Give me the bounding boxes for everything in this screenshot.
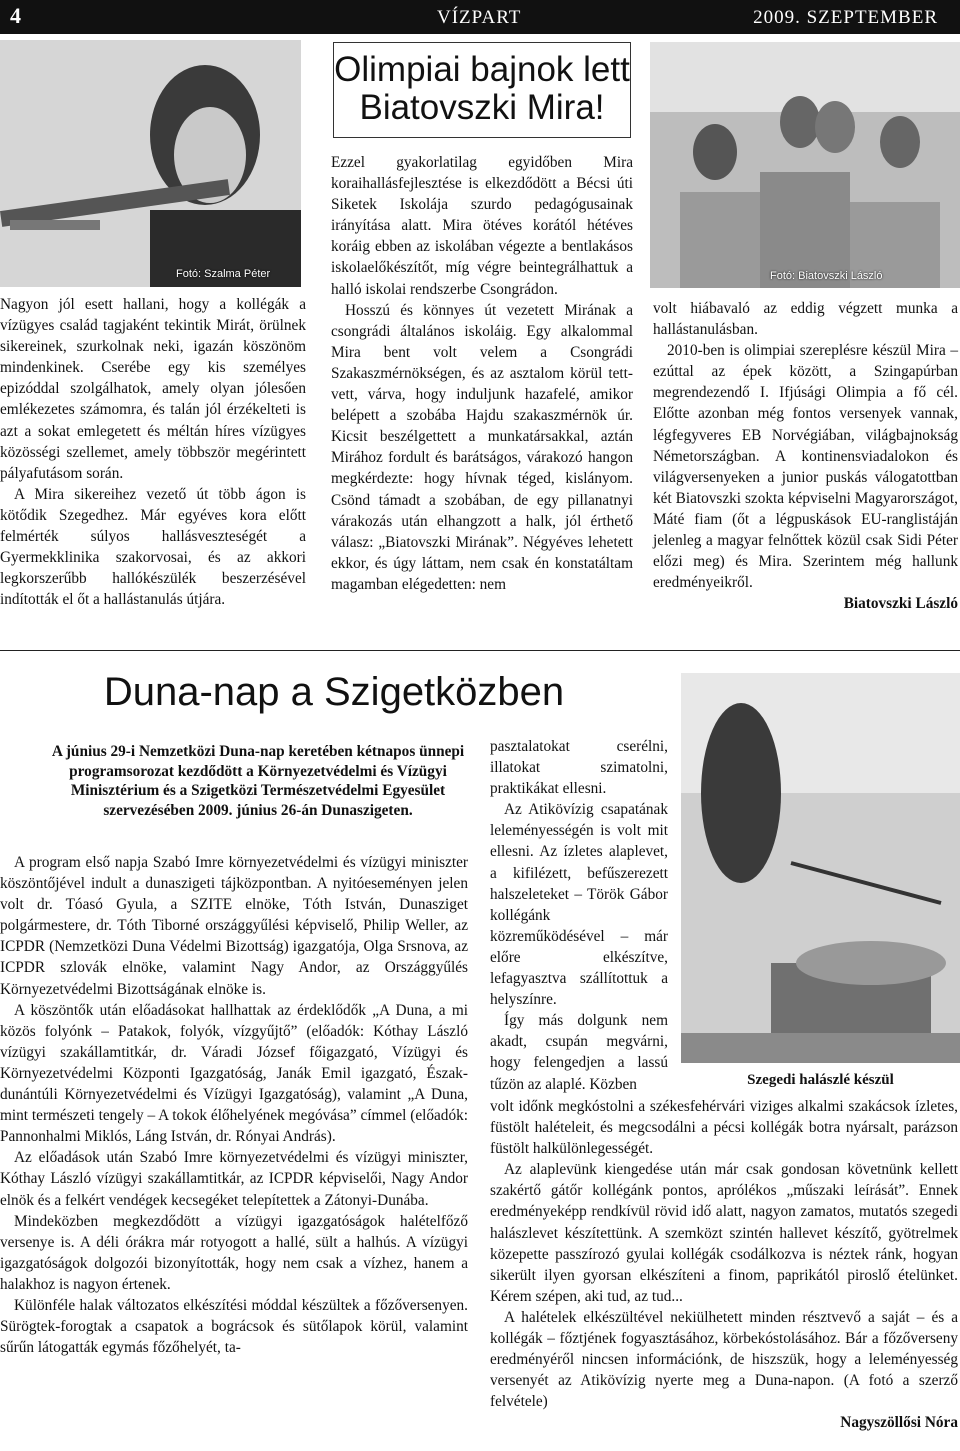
paragraph: Ezzel gyakorlatilag egyidőben Mira koraihallásfejlesztése is elkezdődött a Bécsi úti Siketek Iskolája szurdo pedagógusainak irányítása alatt. Mira ötéves korától hétéves koráig ebben az iskolában végezte a bentlakásos iskolaelőkészítőt, míg végre beintegrálhattuk a halló iskolai rendszerbe Csongrádon. — [331, 154, 633, 298]
paragraph: Nagyon jól esett hallani, hogy a kollégák a vízügyes család tagjaként tekintik Mirát, örülnek sikereinek, szurkolnak neki, igazán köszönöm mindenkinek. Cserébe egy kis személyes epizóddal szolgálhatok, amely olyan jólesően emlékezetes számomra, és talán jól érzékelteti is azt a sokat emlegetett és méltán híres vízügyes közösségi szellemet, amely többször megérintett pályafutásom során. — [0, 296, 306, 482]
section-divider — [0, 650, 960, 651]
article2-title: Duna-nap a Szigetközben — [103, 670, 565, 714]
paragraph: A halételek elkészültével nekiülhetett minden résztvevő a saját – és a kollégák – főztjének fogyasztásához, körbekóstolásához. Bár a főzőverseny eredményéről nincsen információnk, de hiszszük, hogy a leleményesség versenyét az Atikövízig nyerte meg a Duna-napon. (A fotó a szerző felvétele) — [490, 1308, 958, 1411]
article2-narrow-column — [490, 736, 668, 1095]
paragraph: A Mira sikereihez vezető út több ágon is kötődik Szegedhez. Már egyéves kora előtt felmérték súlyos hallásveszteségét a Gyermekklinika szakorvosai, és az akkori legkorszerűbb hallókészülék beszerzésével indították el őt a hallástanulás útjára. — [0, 485, 306, 609]
author: Biatovszki László — [843, 595, 958, 613]
shooter-photo — [0, 40, 301, 287]
paragraph: Hosszú és könnyes út vezetett Mirának a csongrádi általános iskoláig. Egy alkalommal Mira bent volt velem a Csongrádi Szakaszmérnökségen, és az asztalom körül tett-vett, várva, hogy induljunk hazafelé, amikor belépett a szobába Hajdu szakaszmérnök úr. Kicsit beszélgettett a munkatársakkal, aztán Mirához fordult és barátságos, várakozó hangon megkérdezte: hogy hívnak téged, kislányom. Csönd támadt a szobában, de egy pillanatnyi várakozás után elhangzott a halk, jól érthető válasz: „Biatovszki Mirának”. Négyéves lehetett ekkor, és úgy láttam, nem csak én konstatáltam magamban elégedetten: nem — [331, 301, 633, 593]
page-header — [0, 0, 960, 34]
paragraph: A program első napja Szabó Imre környezetvédelmi és vízügyi miniszter köszöntőjével indult a dunaszigeti tájközpontban. A nyitóeseményen jelen volt dr. Tóasó Gyula, a SZITE elnöke, Tóth István, Dunasziget polgármestere, dr. Tóth Tiborné országgyűlési képviselő, Philip Weller, az ICPDR (Nemzetközi Duna Védelmi Bizottság) igazgatója, Olga Srsnova, az ICPDR szlovák elnöke, valamint Nagy Andor, az Országgyűlés Környezetvédelmi Bizottságának elnöke is. — [0, 854, 468, 998]
article-title-box — [333, 42, 631, 138]
article-title-line2: Biatovszki Mira! — [359, 88, 605, 127]
photo-caption: Szegedi halászlé készül — [747, 1072, 894, 1088]
article1-column1 — [0, 294, 306, 610]
article2-main — [0, 852, 468, 1358]
article1-column2 — [331, 152, 633, 595]
cooking-photo — [681, 673, 960, 1063]
podium-photo-image — [650, 42, 960, 288]
paragraph: volt hiábavaló az eddig végzett munka a hallástanulásban. — [653, 300, 958, 339]
cooking-photo-image — [681, 673, 960, 1063]
photo-caption: Fotó: Szalma Péter — [176, 268, 271, 280]
paragraph: 2010-ben is olimpiai szereplésre készül Mira – ezúttal az épek között, a Szingapúrban megrendezendő I. Ifjúsági Olimpia a fő cél. Előtte azonban még fontos versenyek vannak, légfegyveres EB Norvégiában, világbajnokság Németországban. A kontinensviadalokon és világversenyeken a junior puskás válogatottban két Biatovszki szokta képviselni Magyarországot, Máté fiam (őt a légpuskások EU-ranglistáján jelenleg a magyar felnőttek közül csak Sidi Péter előzi meg) és Mira. Szerintem még hallunk eredményeikről. — [653, 342, 958, 592]
paragraph: pasztalatokat cserélni, illatokat szimatolni, praktikákat ellesni. — [490, 738, 668, 798]
page-number: 4 — [10, 3, 21, 28]
paragraph: Különféle halak változatos elkészítési móddal készültek a főzőversenyen. Sürögtek-forogtak a csapatok a bográcsok és sütőlapok körül, valamint sűrűn látogatták egymás főzőhelyét, ta- — [0, 1296, 468, 1357]
paragraph: Az Atikövízig csapatának leleményességén is volt mit ellesni. Az ízletes alaplevet, a kifilézett, befűszerezett halszeleteket – Török Gábor kollégánk közreműködésével – már előre elkészítve, lefagyasztva szállítottuk a helyszínre. — [490, 801, 668, 1009]
paragraph: volt időnk megkóstolni a székesfehérvári viziges alkalmi szakácsok ízletes, füstölt halételeit, és megcsodálni a pécsi kollégák botra nyársalt, parázson füstölt halkülönlegességét. — [490, 1098, 958, 1158]
paragraph: Az előadások után Szabó Imre környezetvédelmi és vízügyi miniszter, Kóthay László vízügyi szakállamtitkár, az ICPDR képviselői, Nagy Andor elnök és a felkért vendégek kecsegéket telepítettek a Zátonyi-Dunába. — [0, 1149, 468, 1209]
paragraph: Így más dolgunk nem akadt, csupán megvárni, hogy felengedjen a lassú tűzön az alaplé. Közben — [490, 1012, 668, 1093]
article2-lead: A június 29-i Nemzetközi Duna-nap keretében kétnapos ünnepi programsorozat kezdődött a Környezetvédelmi és Vízügyi Minisztérium és a Szigetközi Természetvédelmi Egyesület szervezésében 2009. június 26-án Dunaszigeten. — [51, 743, 465, 819]
photo-caption: Fotó: Biatovszki László — [770, 270, 883, 282]
podium-photo — [650, 42, 960, 288]
author: Nagyszöllősi Nóra — [840, 1414, 958, 1432]
shooter-photo-image — [0, 40, 301, 287]
article2-bottom-right — [490, 1096, 958, 1434]
newspaper-name: VÍZPART — [437, 7, 522, 28]
paragraph: Az alaplevünk kiengedése után már csak gondosan követnünk kellett szakértő gátőr kollégánk pontos, aprólékos „műszaki leírását”. Ennek eredményeképp rendkívül rövid idő alatt, nagyon zamatos, mutatós szegedi halászlevet készítettünk. A szemközt szintén hallevet készítő, gyötrelmek közepette passzírozó gyulai kollégák csodálkozva is néztek ránk, hogyan sikerült ilyen gyorsan elkészíteni a finom, paprikától piroslő ételünket. Kérem szépen, aki tud, az tud... — [490, 1161, 958, 1305]
issue-date: 2009. SZEPTEMBER — [753, 7, 938, 28]
article1-column3 — [653, 298, 958, 614]
paragraph: A köszöntők után előadásokat hallhattak az érdeklődők „A Duna, a mi közös folyónk – Patakok, folyók, vízgyűjtő” (előadók: Kóthay László vízügyi szakállamtitkár, dr. Váradi József főigazgató, Vízügyi és Környezetvédelmi Központi Igazgatóság, Janák Emil igazgató, Észak-dunántúli Környezetvédelmi és Vízügyi Igazgatóság), valamint „A Duna, mint természeti tengely – A tokok élőhelyének megóvása” címmel (előadók: Pannonhalmi Miklós, Láng István, dr. Rónyai András). — [0, 1001, 468, 1146]
paragraph: Mindeközben megkezdődött a vízügyi igazgatóságok halételfőző versenye is. A déli órákra már rotyogott a hallé, sült a halhús. A vízügyi igazgatóságok dolgozói bizonyították, hogy nem csak a vízhez, hanem a halakhoz is nagyon értenek. — [0, 1212, 468, 1293]
article-title-line1: Olimpiai bajnok lett — [334, 50, 630, 89]
